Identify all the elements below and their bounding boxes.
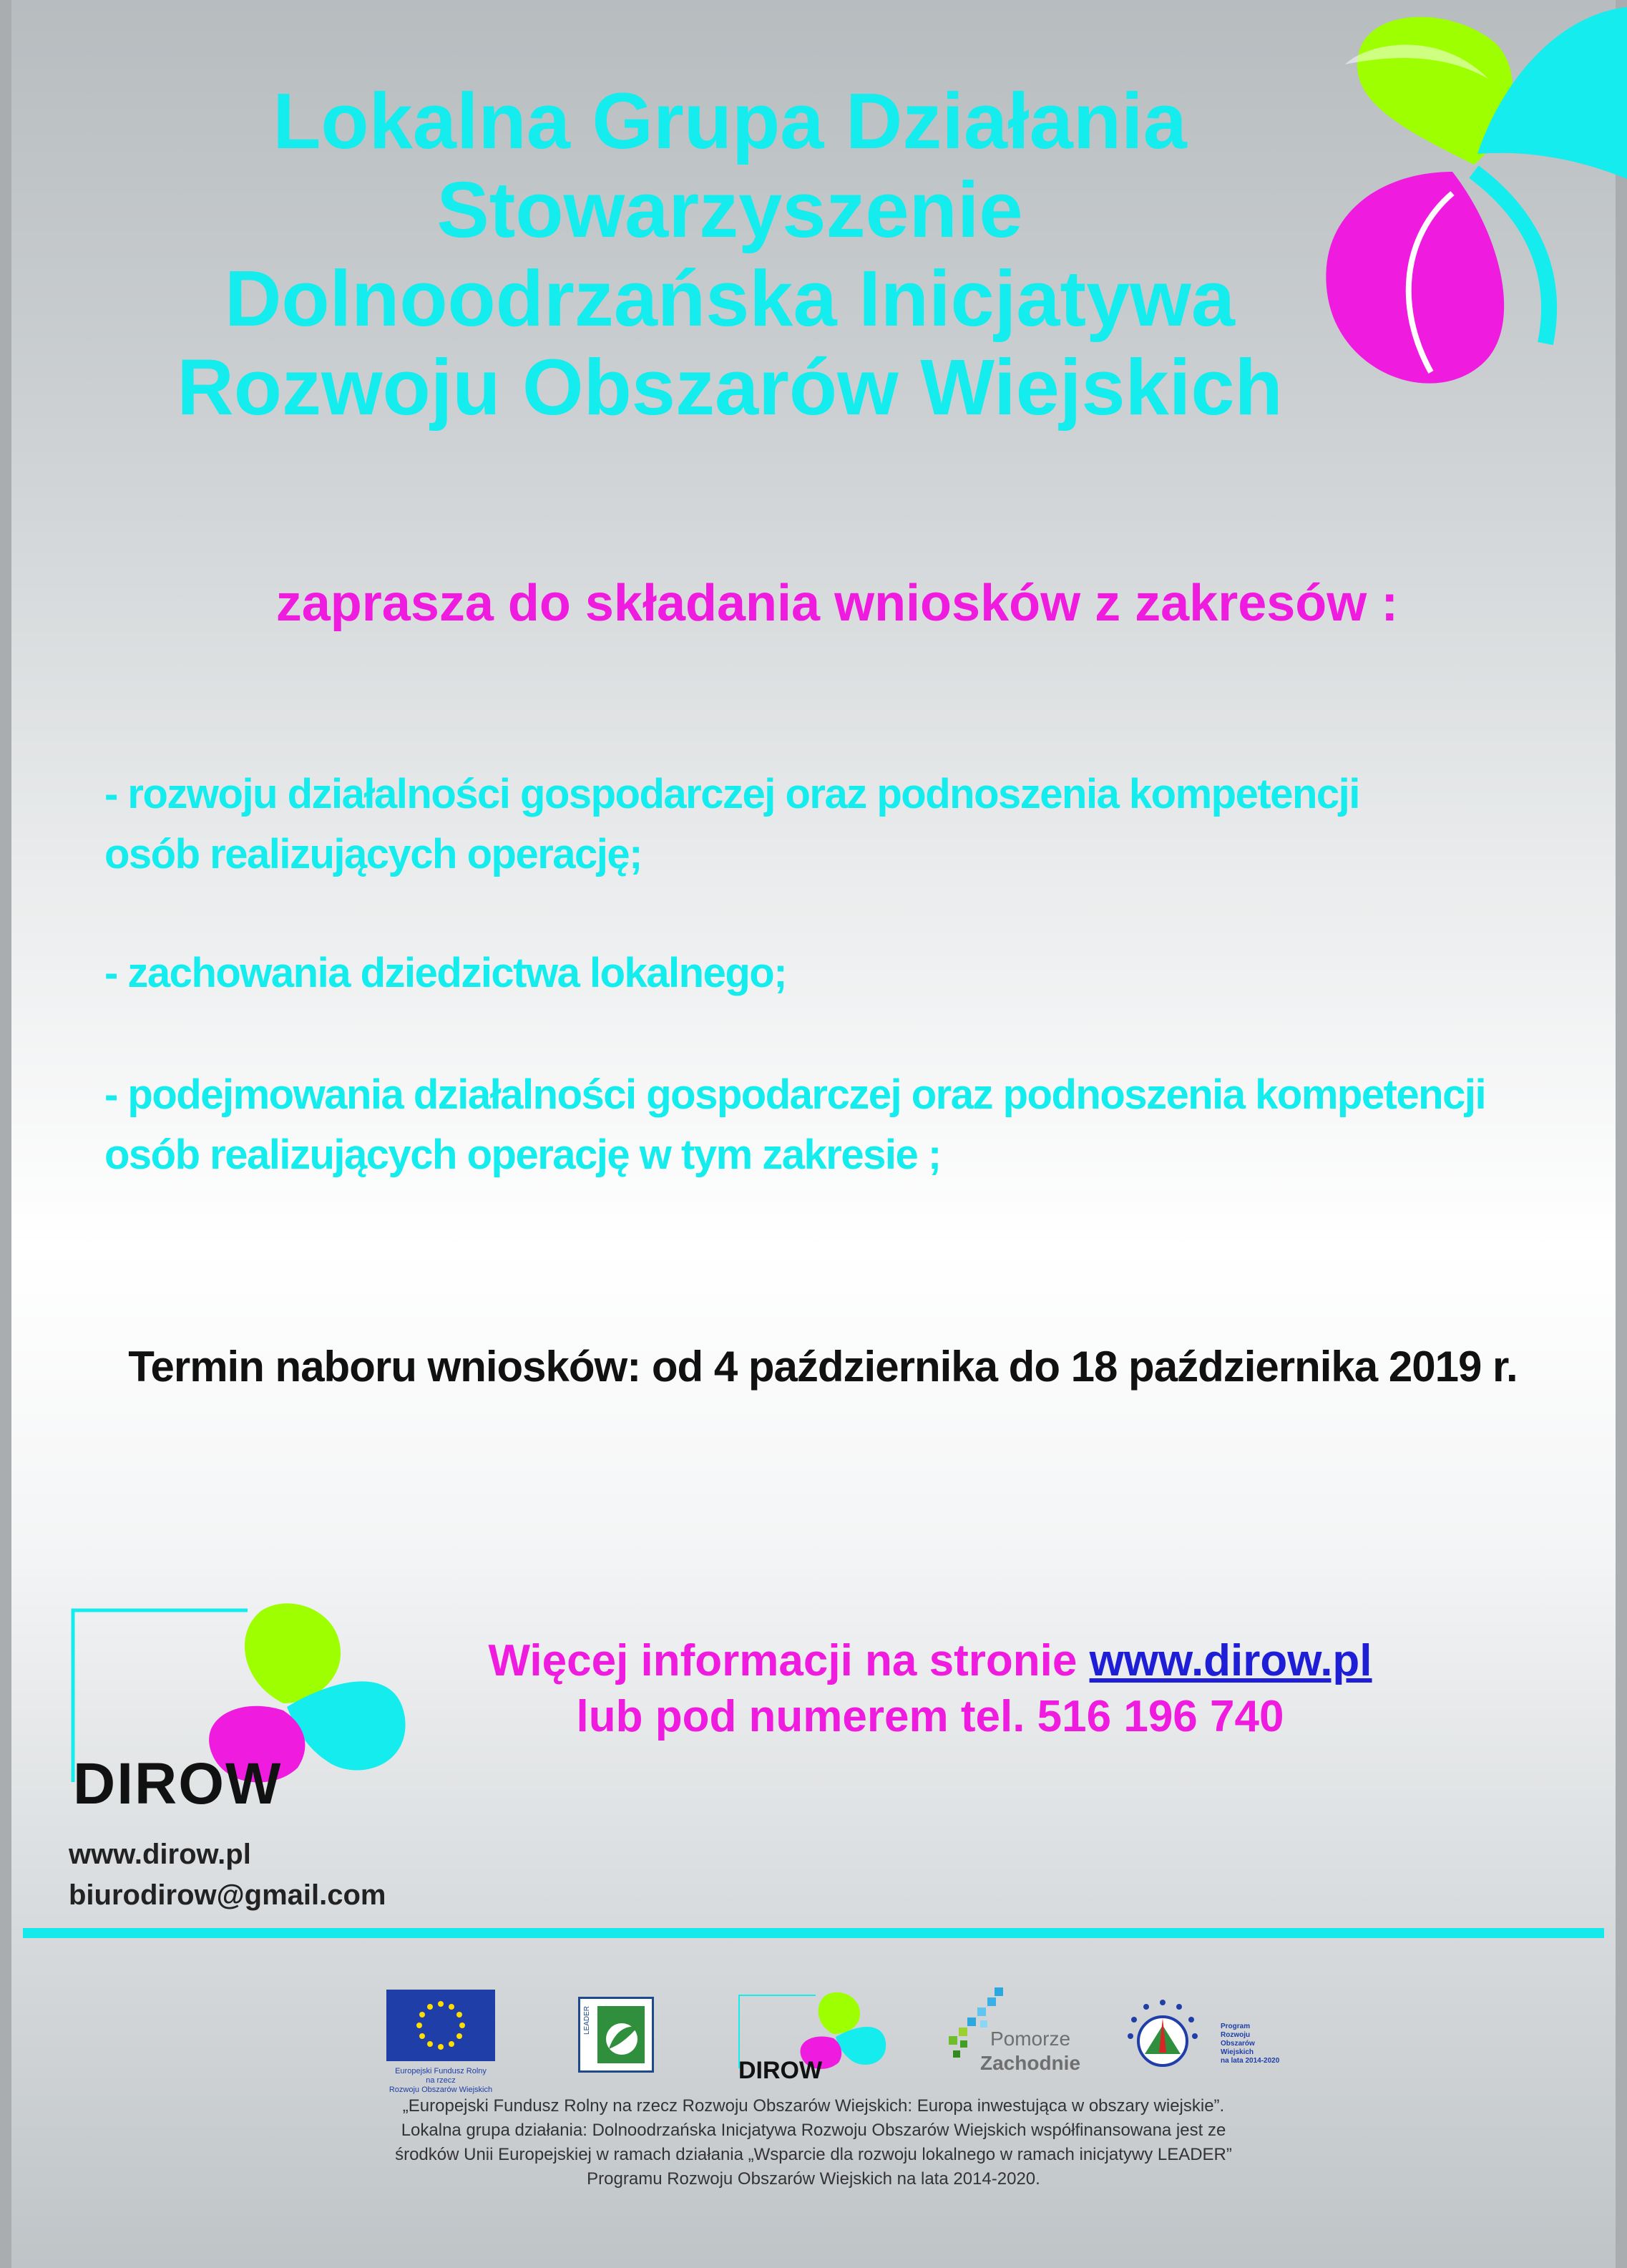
scope-item-3-line-2: osób realizujących operację w tym zakresie ;	[104, 1131, 941, 1178]
left-border	[0, 0, 11, 2268]
leader-leaf-icon	[580, 1999, 652, 2070]
title-line-3: Dolnoodrzańska Inicjatywa	[224, 255, 1235, 343]
prow-label	[1221, 2023, 1306, 2065]
prow-line-2: Rozwoju	[1221, 2031, 1251, 2039]
website-link[interactable]: www.dirow.pl	[1089, 1636, 1372, 1685]
more-info	[458, 1633, 1402, 1745]
prow-logo-icon	[1123, 1997, 1202, 2075]
scope-item-3	[104, 1065, 1571, 1185]
prow-line-4: Wiejskich	[1221, 2048, 1254, 2056]
contact-block	[69, 1834, 386, 1916]
title-line-4: Rozwoju Obszarów Wiejskich	[177, 344, 1283, 432]
dirow-logo-text: DIROW	[73, 1751, 283, 1811]
divider	[23, 1928, 1604, 1938]
footnote-line-2: Lokalna grupa działania: Dolnoodrzańska Inicjatywa Rozwoju Obszarów Wiejskich współfinansowana jest ze	[401, 2121, 1226, 2140]
scope-item-1-line-2: osób realizujących operację;	[104, 831, 642, 877]
deadline-text: Termin naboru wniosków: od 4 października do 18 października 2019 r.	[128, 1343, 1518, 1391]
scope-item-1-line-1: - rozwoju działalności gospodarczej oraz podnoszenia kompetencji	[104, 771, 1359, 817]
eu-caption-line-1: Europejski Fundusz Rolny	[395, 2067, 487, 2075]
scope-item-1	[104, 764, 1571, 885]
pomorze-line-1: Pomorze	[990, 2028, 1071, 2050]
dirow-logo-icon	[69, 1596, 412, 1811]
more-info-phone: lub pod numerem tel. 516 196 740	[576, 1692, 1284, 1741]
eu-fund-caption	[358, 2067, 524, 2095]
scope-item-2-line-1: - zachowania dziedzictwa lokalnego;	[104, 950, 787, 996]
eu-caption-line-2: na rzecz	[426, 2076, 456, 2085]
pomorze-line-2: Zachodnie	[980, 2052, 1081, 2074]
more-info-line-1	[458, 1633, 1402, 1689]
eu-caption-line-3: Rozwoju Obszarów Wiejskich	[389, 2086, 493, 2094]
dirow-small-logo-text: DIROW	[738, 2057, 823, 2083]
scope-item-2	[104, 943, 1571, 1003]
organization-title	[107, 77, 1352, 432]
title-line-2: Stowarzyszenie	[436, 166, 1023, 254]
leader-label: LEADER	[583, 2005, 591, 2035]
scope-item-3-line-1: - podejmowania działalności gospodarczej oraz podnoszenia kompetencji	[104, 1071, 1486, 1118]
pomorze-zachodnie-label	[980, 2027, 1080, 2075]
footnote-line-3: środków Unii Europejskiej w ramach działania „Wsparcie dla rozwoju lokalnego w ramach inicjatywy LEADER”	[395, 2145, 1232, 2164]
leader-logo	[578, 1997, 654, 2073]
contact-website[interactable]: www.dirow.pl	[69, 1839, 251, 1870]
more-info-prefix: Więcej informacji na stronie	[488, 1636, 1090, 1685]
funding-footnote	[286, 2094, 1341, 2191]
prow-line-5: na lata 2014-2020	[1221, 2057, 1280, 2065]
dirow-small-logo-icon	[737, 1990, 887, 2083]
contact-email[interactable]: biurodirow@gmail.com	[69, 1879, 386, 1911]
footnote-line-1: „Europejski Fundusz Rolny na rzecz Rozwoju Obszarów Wiejskich: Europa inwestująca w obszary wiejskie”.	[402, 2096, 1225, 2116]
title-line-1: Lokalna Grupa Działania	[273, 77, 1187, 165]
invitation-heading: zaprasza do składania wniosków z zakresów :	[275, 575, 1399, 632]
prow-line-1: Program	[1221, 2023, 1251, 2030]
eu-flag-icon	[386, 1990, 495, 2061]
footnote-line-4: Programu Rozwoju Obszarów Wiejskich na lata 2014-2020.	[587, 2169, 1040, 2189]
prow-line-3: Obszarów	[1221, 2040, 1255, 2048]
